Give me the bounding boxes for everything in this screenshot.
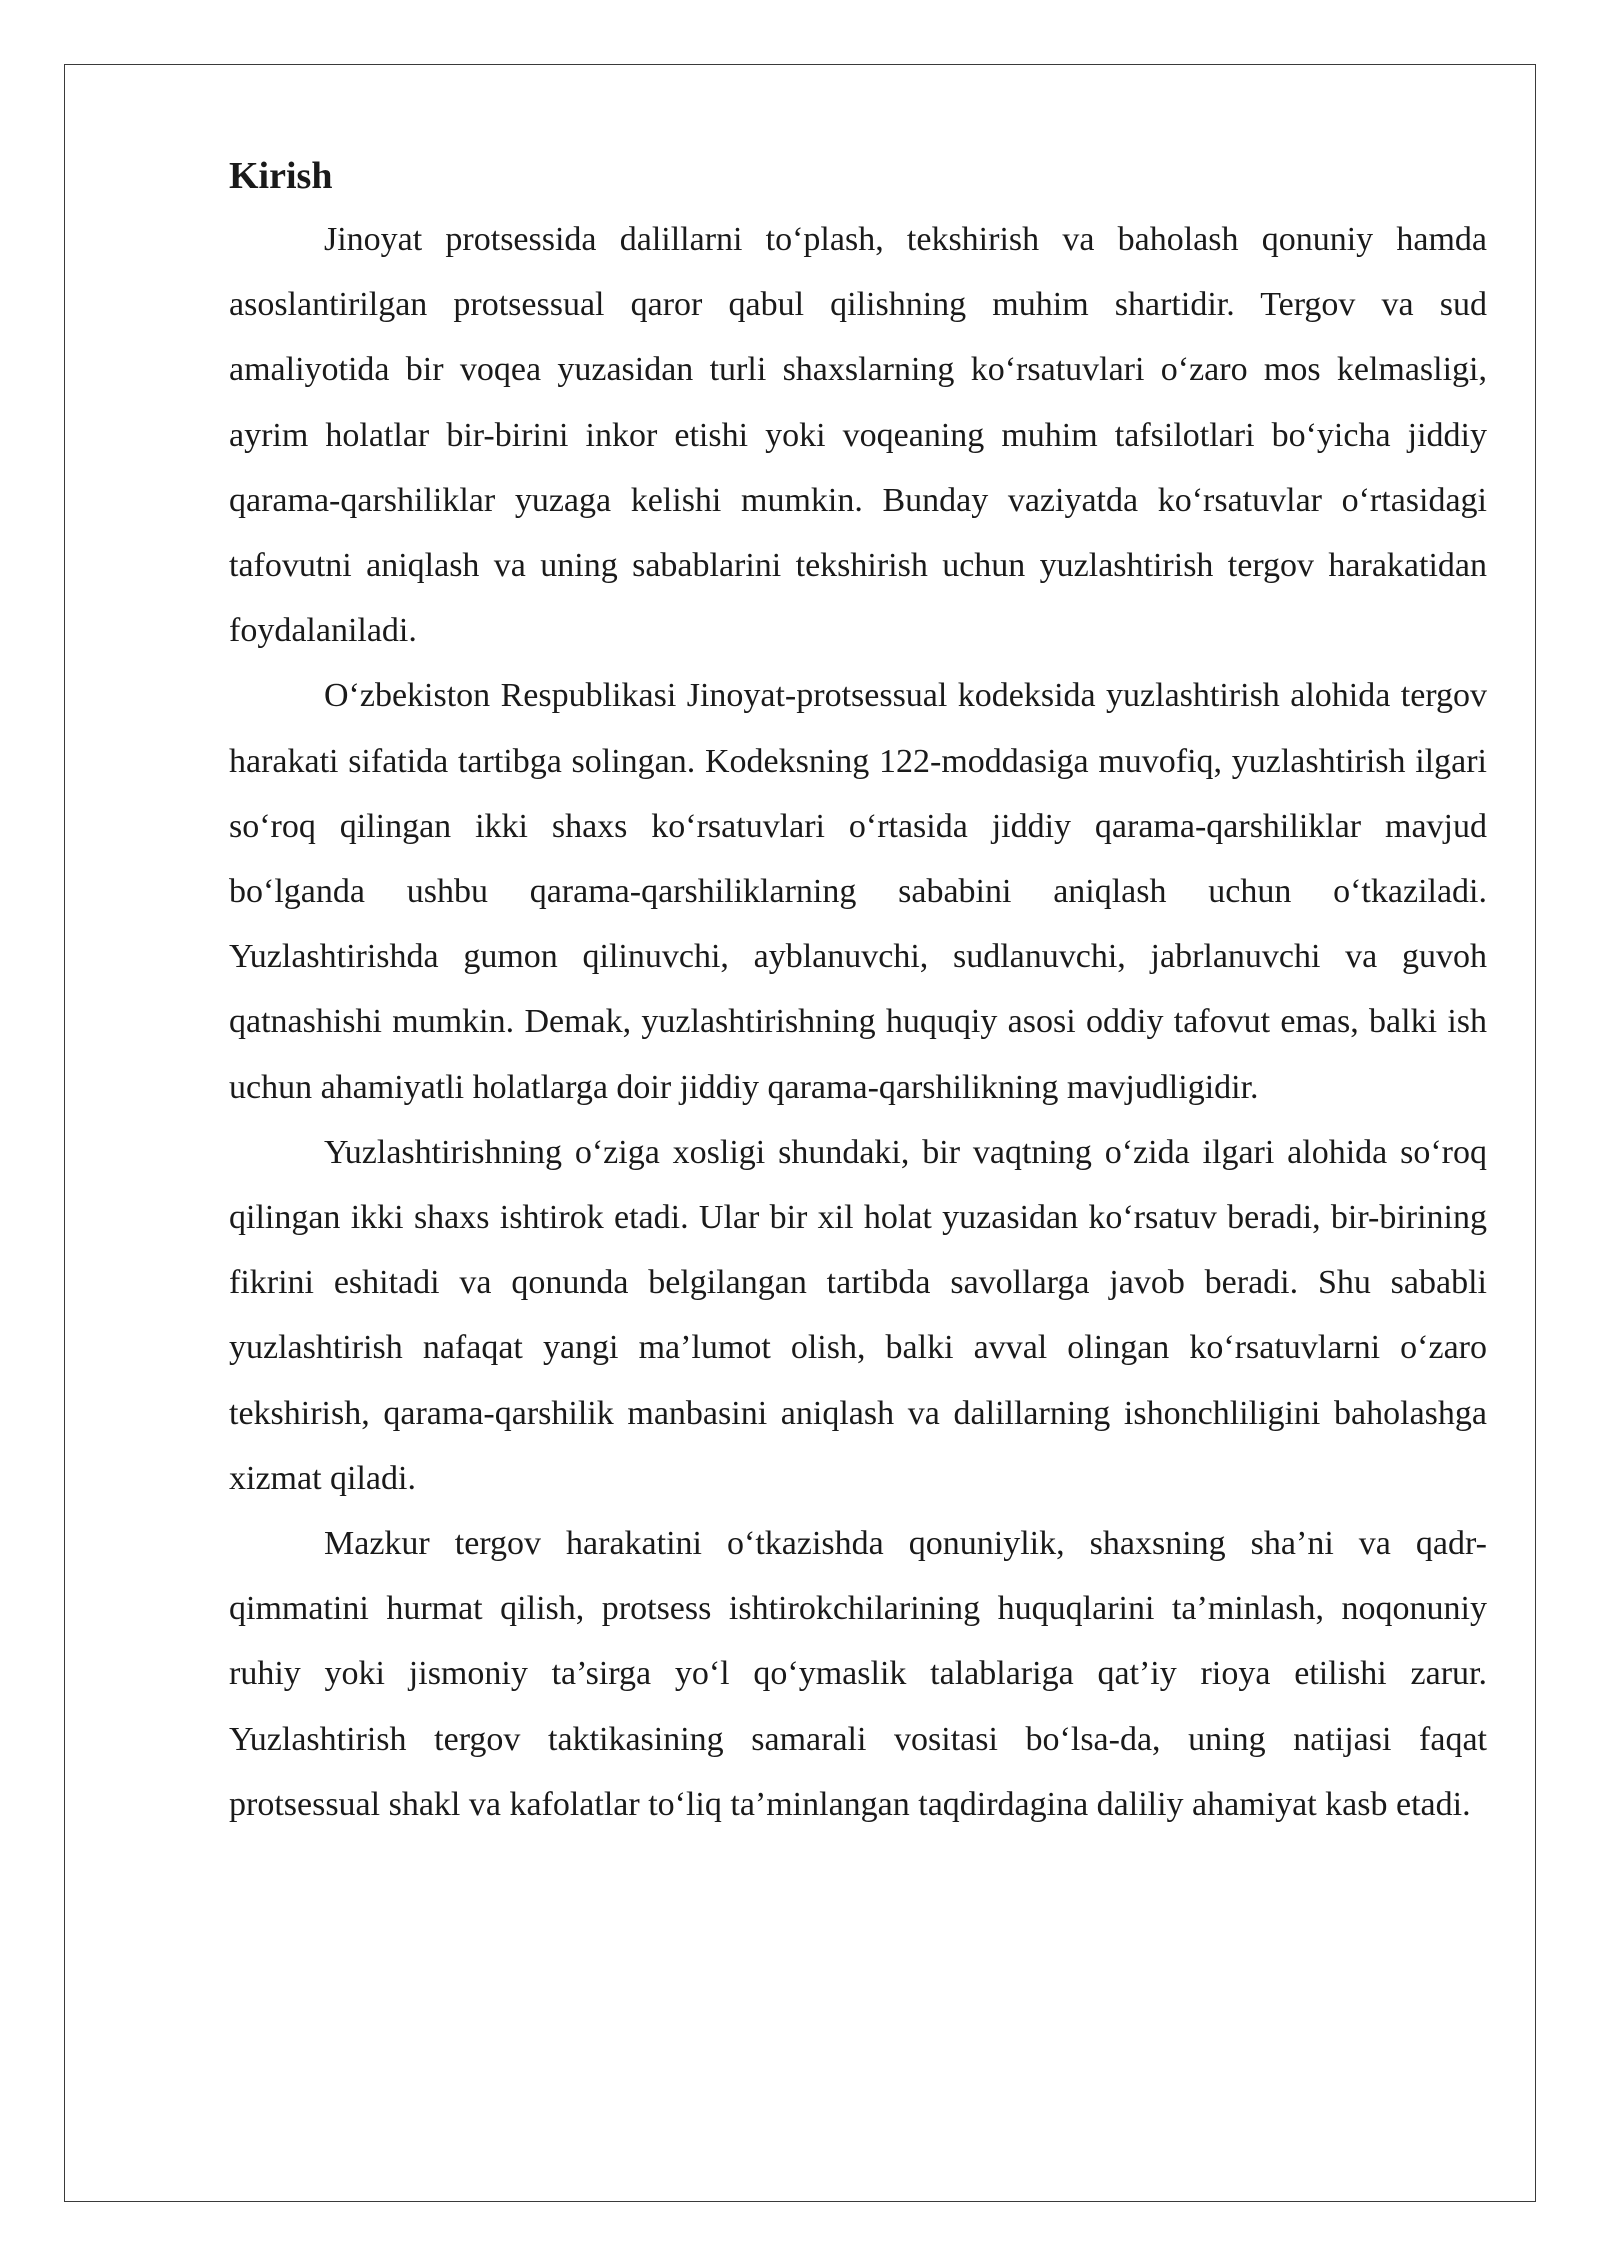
document-body [229,145,1487,1837]
paragraph-4: Mazkur tergov harakatini o‘tkazishda qonuniylik, shaxsning sha’ni va qadr-qimmatini hurmat qilish, protsess ishtirokchilarining huquqlarini ta’minlash, noqonuniy ruhiy yoki jismoniy ta’sirga yo‘l qo‘ymaslik talablariga qat’iy rioya etilishi zarur. Yuzlashtirish tergov taktikasining samarali vositasi bo‘lsa-da, uning natijasi faqat protsessual shakl va kafolatlar to‘liq ta’minlangan taqdirdagina daliliy ahamiyat kasb etadi. [229,1525,1487,1823]
paragraph-2: O‘zbekiston Respublikasi Jinoyat-protsessual kodeksida yuzlashtirish alohida tergov harakati sifatida tartibga solingan. Kodeksning 122-moddasiga muvofiq, yuzlashtirish ilgari so‘roq qilingan ikki shaxs ko‘rsatuvlari o‘rtasida jiddiy qarama-qarshiliklar mavjud bo‘lganda ushbu qarama-qarshiliklarning sababini aniqlash uchun o‘tkaziladi. Yuzlashtirishda gumon qilinuvchi, ayblanuvchi, sudlanuvchi, jabrlanuvchi va guvoh qatnashishi mumkin. Demak, yuzlashtirishning huquqiy asosi oddiy tafovut emas, balki ish uchun ahamiyatli holatlarga doir jiddiy qarama-qarshilikning mavjudligidir. [229,677,1487,1106]
paragraph-1: Jinoyat protsessida dalillarni to‘plash, tekshirish va baholash qonuniy hamda asoslantirilgan protsessual qaror qabul qilishning muhim shartidir. Tergov va sud amaliyotida bir voqea yuzasidan turli shaxslarning ko‘rsatuvlari o‘zaro mos kelmasligi, ayrim holatlar bir-birini inkor etishi yoki voqeaning muhim tafsilotlari bo‘yicha jiddiy qarama-qarshiliklar yuzaga kelishi mumkin. Bunday vaziyatda ko‘rsatuvlar o‘rtasidagi tafovutni aniqlash va uning sabablarini tekshirish uchun yuzlashtirish tergov harakatidan foydalaniladi. [229,221,1487,650]
paragraph-3: Yuzlashtirishning o‘ziga xosligi shundaki, bir vaqtning o‘zida ilgari alohida so‘roq qilingan ikki shaxs ishtirok etadi. Ular bir xil holat yuzasidan ko‘rsatuv beradi, bir-birining fikrini eshitadi va qonunda belgilangan tartibda savollarga javob beradi. Shu sababli yuzlashtirish nafaqat yangi ma’lumot olish, balki avval olingan ko‘rsatuvlarni o‘zaro tekshirish, qarama-qarshilik manbasini aniqlash va dalillarning ishonchliligini baholashga xizmat qiladi. [229,1133,1487,1497]
section-heading: Kirish [229,155,333,197]
